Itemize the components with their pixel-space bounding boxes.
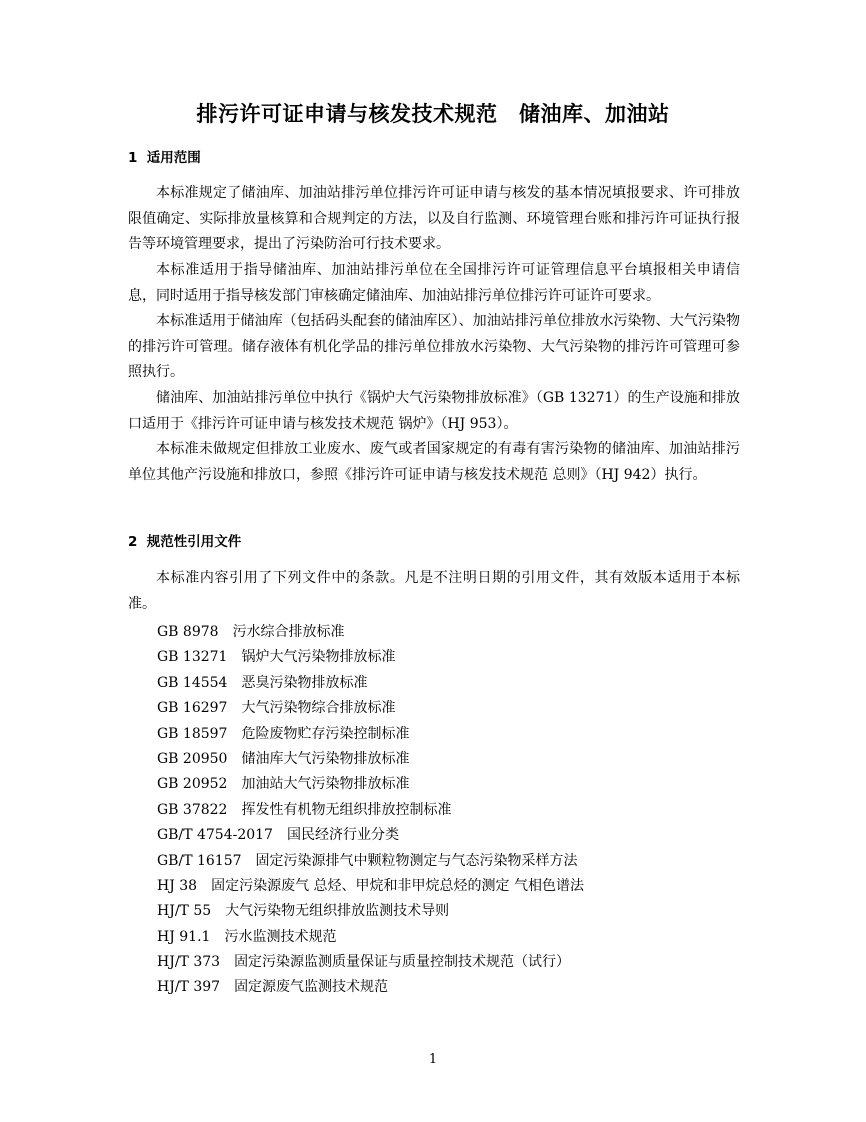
- reference-item: [157, 874, 584, 899]
- reference-title: 大气污染物无组织排放监测技术导则: [225, 903, 450, 920]
- page-number: 1: [428, 1052, 438, 1067]
- section-heading-normative-references: 2 规范性引用文件: [128, 534, 242, 550]
- section-heading-scope: 1 适用范围: [128, 150, 201, 166]
- reference-code: HJ/T 55: [157, 903, 212, 920]
- reference-title: 污水监测技术规范: [224, 928, 337, 945]
- reference-code: GB 20952: [157, 776, 228, 793]
- reference-title: 加油站大气污染物排放标准: [241, 776, 410, 793]
- reference-item: [157, 925, 584, 950]
- reference-title: 固定污染源排气中颗粒物测定与气态污染物采样方法: [255, 852, 578, 869]
- reference-item: [157, 975, 584, 1000]
- reference-item: [157, 950, 584, 975]
- reference-title: 危险废物贮存污染控制标准: [241, 725, 410, 742]
- reference-title: 大气污染物综合排放标准: [241, 700, 396, 717]
- reference-item: [157, 772, 584, 797]
- reference-code: GB 13271: [157, 649, 228, 666]
- reference-title: 污水综合排放标准: [232, 624, 345, 640]
- reference-code: GB/T 4754-2017: [157, 827, 273, 844]
- reference-code: GB 18597: [157, 725, 228, 742]
- reference-code: HJ/T 373: [157, 954, 221, 971]
- reference-item: [157, 620, 584, 645]
- reference-code: HJ/T 397: [157, 979, 221, 996]
- reference-title: 固定源废气监测技术规范: [234, 979, 389, 996]
- reference-title: 锅炉大气污染物排放标准: [241, 649, 396, 666]
- reference-title: 固定污染源监测质量保证与质量控制技术规范（试行）: [234, 954, 571, 971]
- reference-title: 挥发性有机物无组织排放控制标准: [241, 801, 452, 818]
- reference-title: 储油库大气污染物排放标准: [241, 750, 410, 767]
- reference-code: GB 14554: [157, 674, 228, 691]
- reference-code: HJ 91.1: [157, 928, 211, 945]
- reference-item: [157, 798, 584, 823]
- reference-list: [157, 620, 584, 1001]
- paragraph: 储油库、加油站排污单位中执行《锅炉大气污染物排放标准》（GB 13271）的生产设施和排放口适用于《排污许可证申请与核发技术规范 锅炉》（HJ 953）。: [128, 390, 740, 432]
- reference-code: GB/T 16157: [157, 852, 242, 869]
- reference-item: [157, 722, 584, 747]
- paragraph: 本标准适用于指导储油库、加油站排污单位在全国排污许可证管理信息平台填报相关申请信息，同时适用于指导核发部门审核确定储油库、加油站排污单位排污许可证许可要求。: [128, 262, 740, 304]
- reference-code: GB 20950: [157, 750, 228, 767]
- document-title: 排污许可证申请与核发技术规范 储油库、加油站: [196, 102, 670, 126]
- reference-item: [157, 747, 584, 772]
- reference-code: HJ 38: [157, 877, 198, 894]
- reference-title: 国民经济行业分类: [286, 827, 399, 844]
- reference-item: [157, 849, 584, 874]
- reference-item: [157, 645, 584, 670]
- reference-item: [157, 696, 584, 721]
- paragraph: 本标准适用于储油库（包括码头配套的储油库区）、加油站排污单位排放水污染物、大气污染物的排污许可管理。储存液体有机化学品的排污单位排放水污染物、大气污染物的排污许可管理可参照执行。: [128, 313, 740, 380]
- reference-item: [157, 899, 584, 924]
- paragraph: 本标准未做规定但排放工业废水、废气或者国家规定的有毒有害污染物的储油库、加油站排污单位其他产污设施和排放口，参照《排污许可证申请与核发技术规范 总则》（HJ 942）执行。: [128, 441, 740, 483]
- reference-item: [157, 671, 584, 696]
- reference-code: GB 37822: [157, 801, 228, 818]
- reference-code: GB 8978: [157, 624, 219, 640]
- reference-title: 恶臭污染物排放标准: [241, 674, 368, 691]
- reference-item: [157, 823, 584, 848]
- paragraph: 本标准规定了储油库、加油站排污单位排污许可证申请与核发的基本情况填报要求、许可排放限值确定、实际排放量核算和合规判定的方法，以及自行监测、环境管理台账和排污许可证执行报告等环境管理要求，提出了污染防治可行技术要求。: [128, 185, 740, 252]
- reference-code: GB 16297: [157, 700, 228, 717]
- reference-title: 固定污染源废气 总烃、甲烷和非甲烷总烃的测定 气相色谱法: [211, 877, 584, 894]
- paragraph: 本标准内容引用了下列文件中的条款。凡是不注明日期的引用文件，其有效版本适用于本标准。: [128, 570, 740, 612]
